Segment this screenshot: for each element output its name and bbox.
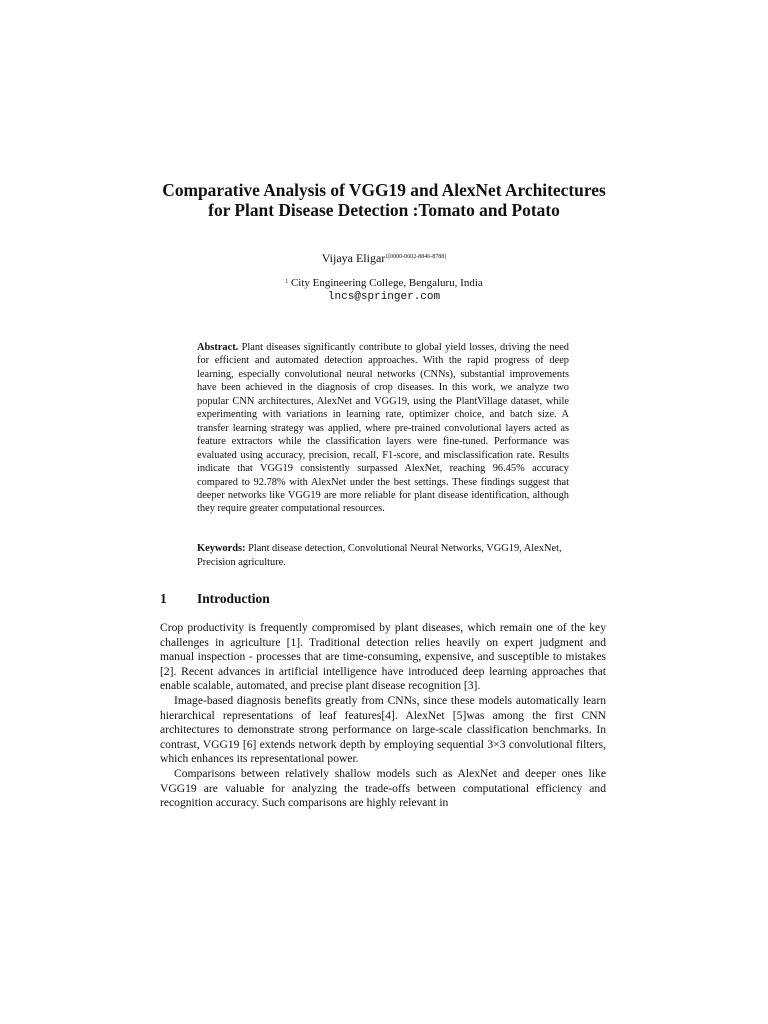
abstract <box>197 341 569 516</box>
paper-title: Comparative Analysis of VGG19 and AlexNet Architectures for Plant Disease Detection :Tomato and Potato <box>162 180 606 220</box>
section-number: 1 <box>160 591 167 606</box>
introduction-body <box>160 621 606 811</box>
body-paragraph: Comparisons between relatively shallow models such as AlexNet and deeper ones like VGG19 are valuable for analyzing the trade-offs between computational efficiency and recognition accuracy. Such comparisons are highly relevant in <box>160 766 606 810</box>
author-email: lncs@springer.com <box>327 291 441 303</box>
author-name: Vijaya Eligar <box>321 251 386 265</box>
affiliation-block <box>160 277 608 304</box>
body-paragraph: Image-based diagnosis benefits greatly from CNNs, since these models automatically learn hierarchical representations of leaf features[4]. AlexNet [5]was among the first CNN architectures to demonstrate strong performance on large-scale classification benchmarks. In contrast, VGG19 [6] extends network depth by employing sequential 3×3 convolutional filters, which enhances its representational power. <box>160 693 606 766</box>
body-paragraph: Crop productivity is frequently compromised by plant diseases, which remain one of the key challenges in agriculture [1]. Traditional detection relies heavily on expert judgment and manual inspection - processes that are time-consuming, expensive, and susceptible to mistakes [2]. Recent advances in artificial intelligence have introduced deep learning approaches that enable scalable, automated, and precise plant disease recognition [3]. <box>160 621 606 693</box>
keywords <box>197 542 569 569</box>
affiliation-text: City Engineering College, Bengaluru, India <box>290 277 483 289</box>
section-title: Introduction <box>197 591 270 606</box>
author-line <box>160 251 608 265</box>
abstract-text: Plant diseases significantly contribute to global yield losses, driving the need for efficient and automated detection approaches. With the rapid progress of deep learning, especially convolutional neural networks (CNNs), substantial improvements have been achieved in the diagnosis of crop diseases. In this work, we analyze two popular CNN architectures, AlexNet and VGG19, using the PlantVillage dataset, while experimenting with variations in learning rate, optimizer choice, and batch size. A transfer learning strategy was applied, where pre-trained convolutional layers acted as feature extractors while the classification layers were fine-tuned. Performance was evaluated using accuracy, precision, recall, F1-score, and misclassification rate. Results indicate that VGG19 consistently surpassed AlexNet, reaching 96.45% accuracy compared to 92.78% with AlexNet under the best settings. These findings suggest that deeper networks like VGG19 are more reliable for plant disease identification, although they require greater computational resources. <box>197 342 569 515</box>
section-heading-introduction <box>160 591 270 607</box>
affiliation-marker: 1 <box>285 279 289 285</box>
abstract-label: Abstract. <box>197 342 239 353</box>
author-orcid: 1[0000-0002-8846-8788] <box>385 254 447 260</box>
keywords-text: Plant disease detection, Convolutional Neural Networks, VGG19, AlexNet, Precision agriculture. <box>197 543 562 568</box>
keywords-label: Keywords: <box>197 543 246 554</box>
